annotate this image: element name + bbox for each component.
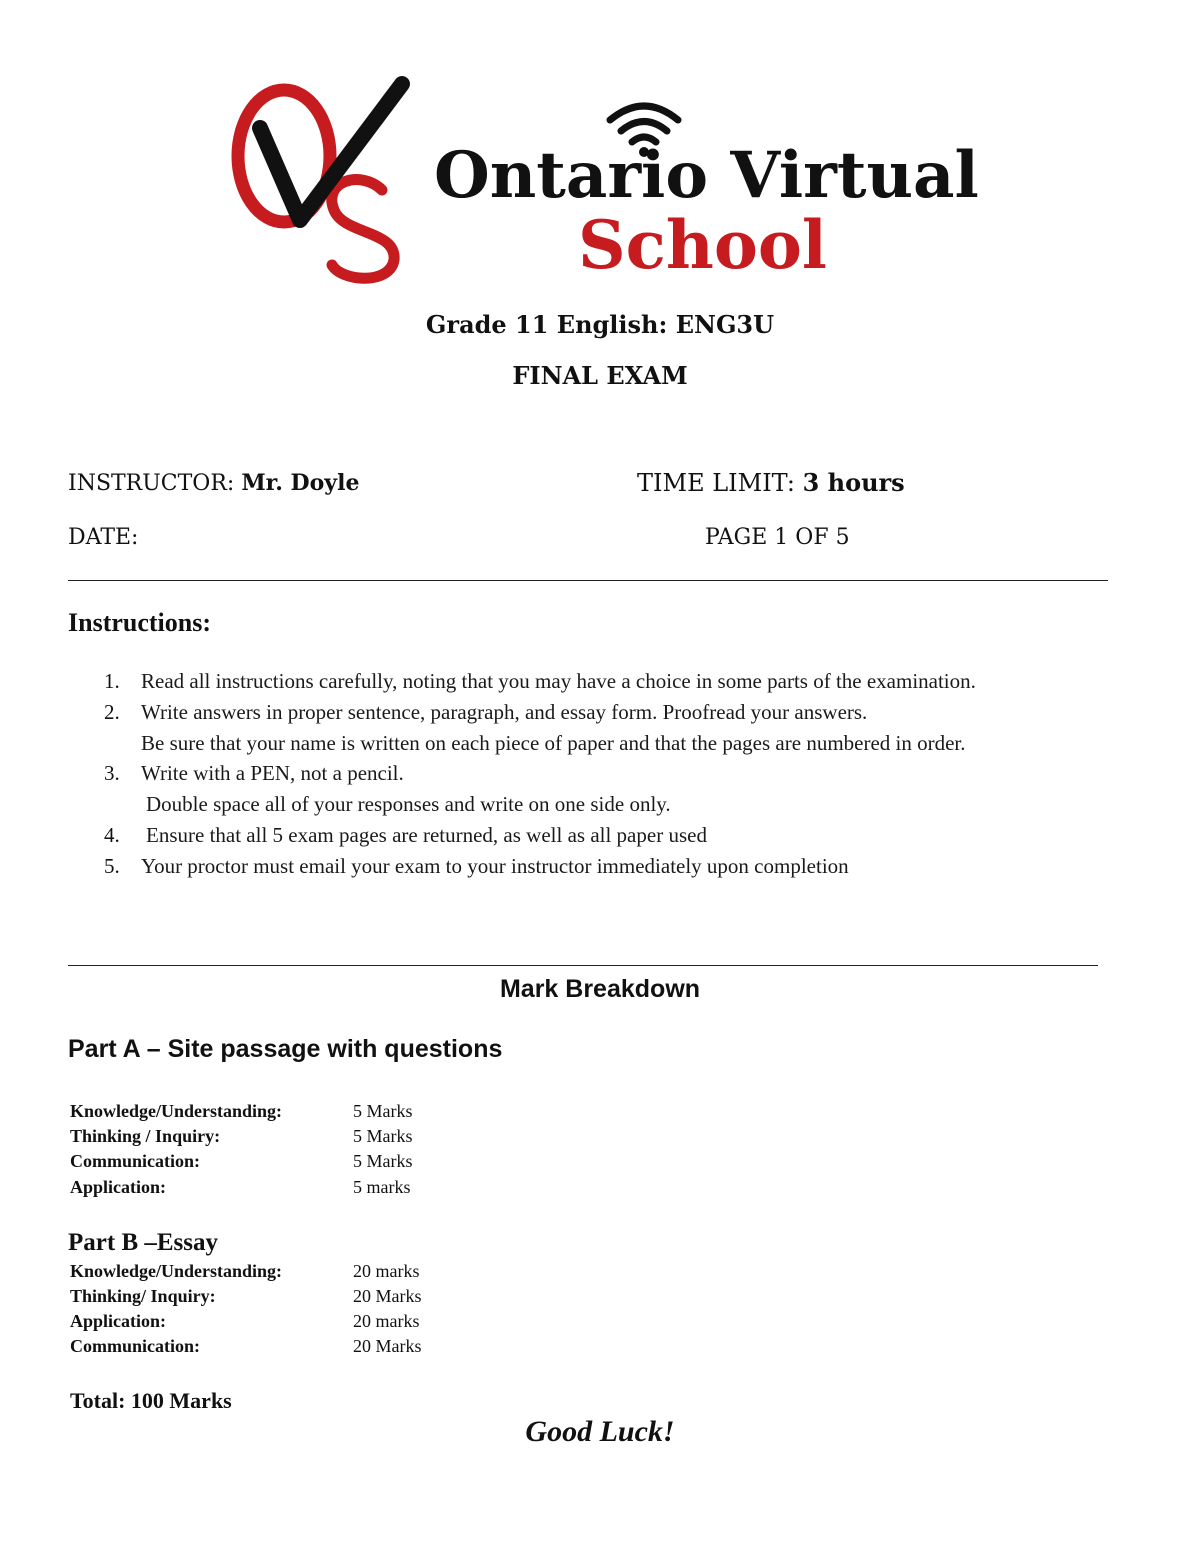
- instruction-text: Your proctor must email your exam to your instructor immediately upon completion: [141, 854, 849, 878]
- closing-message: Good Luck!: [525, 1415, 675, 1448]
- logo-line1: Ontario Virtual: [434, 138, 979, 213]
- divider: [68, 580, 1108, 581]
- exam-title: FINAL EXAM: [512, 361, 688, 390]
- instructor-label: INSTRUCTOR:: [68, 471, 235, 496]
- school-logo: [222, 70, 982, 285]
- divider: [68, 965, 1098, 966]
- course-title: Grade 11 English: ENG3U: [425, 310, 775, 339]
- instruction-text: Read all instructions carefully, noting that you may have a choice in some parts of the examination.: [141, 669, 976, 693]
- part-b-heading: Part B –Essay: [68, 1229, 218, 1256]
- instruction-number: 2.: [104, 700, 120, 724]
- part-b-row-label: Communication:: [70, 1336, 200, 1356]
- instruction-text: Be sure that your name is written on each piece of paper and that the pages are numbered in order.: [141, 731, 966, 755]
- ovs-monogram-icon: [222, 70, 432, 285]
- instruction-number: 4.: [104, 823, 120, 847]
- logo-line2: School: [578, 206, 827, 284]
- part-a-row-value: 5 marks: [353, 1177, 411, 1197]
- part-a-row-value: 5 Marks: [353, 1126, 413, 1146]
- instructor-name: Mr. Doyle: [241, 470, 360, 496]
- part-a-row-value: 5 Marks: [353, 1101, 413, 1121]
- date-label: DATE:: [68, 525, 139, 550]
- part-b-row-label: Knowledge/Understanding:: [70, 1261, 283, 1281]
- instruction-number: 5.: [104, 854, 120, 878]
- part-b-row-value: 20 marks: [353, 1311, 420, 1331]
- instructor-field: [68, 470, 359, 496]
- instruction-text: Write answers in proper sentence, paragraph, and essay form. Proofread your answers.: [141, 700, 868, 724]
- page-indicator: PAGE 1 OF 5: [705, 525, 850, 550]
- part-b-row-value: 20 marks: [353, 1261, 420, 1281]
- instruction-text: Ensure that all 5 exam pages are returned, as well as all paper used: [146, 823, 707, 847]
- time-limit-label: TIME LIMIT:: [637, 469, 795, 497]
- time-limit-field: [637, 468, 905, 497]
- part-b-row-value: 20 Marks: [353, 1286, 422, 1306]
- instructions-heading: Instructions:: [68, 608, 212, 637]
- total-marks: Total: 100 Marks: [70, 1388, 232, 1413]
- instruction-number: 3.: [104, 761, 120, 785]
- part-b-row-value: 20 Marks: [353, 1336, 422, 1356]
- instruction-text: Double space all of your responses and write on one side only.: [146, 792, 671, 816]
- instruction-number: 1.: [104, 669, 120, 693]
- time-limit-value: 3 hours: [802, 468, 905, 497]
- mark-breakdown-title: Mark Breakdown: [499, 975, 701, 1003]
- instruction-text: Write with a PEN, not a pencil.: [141, 761, 404, 785]
- part-a-row-label: Communication:: [70, 1151, 200, 1171]
- part-b-row-label: Thinking/ Inquiry:: [70, 1286, 216, 1306]
- part-a-heading: Part A – Site passage with questions: [68, 1035, 503, 1063]
- part-a-row-label: Thinking / Inquiry:: [70, 1126, 221, 1146]
- part-a-row-label: Application:: [70, 1177, 167, 1197]
- part-a-row-label: Knowledge/Understanding:: [70, 1101, 283, 1121]
- part-b-row-label: Application:: [70, 1311, 167, 1331]
- part-a-row-value: 5 Marks: [353, 1151, 413, 1171]
